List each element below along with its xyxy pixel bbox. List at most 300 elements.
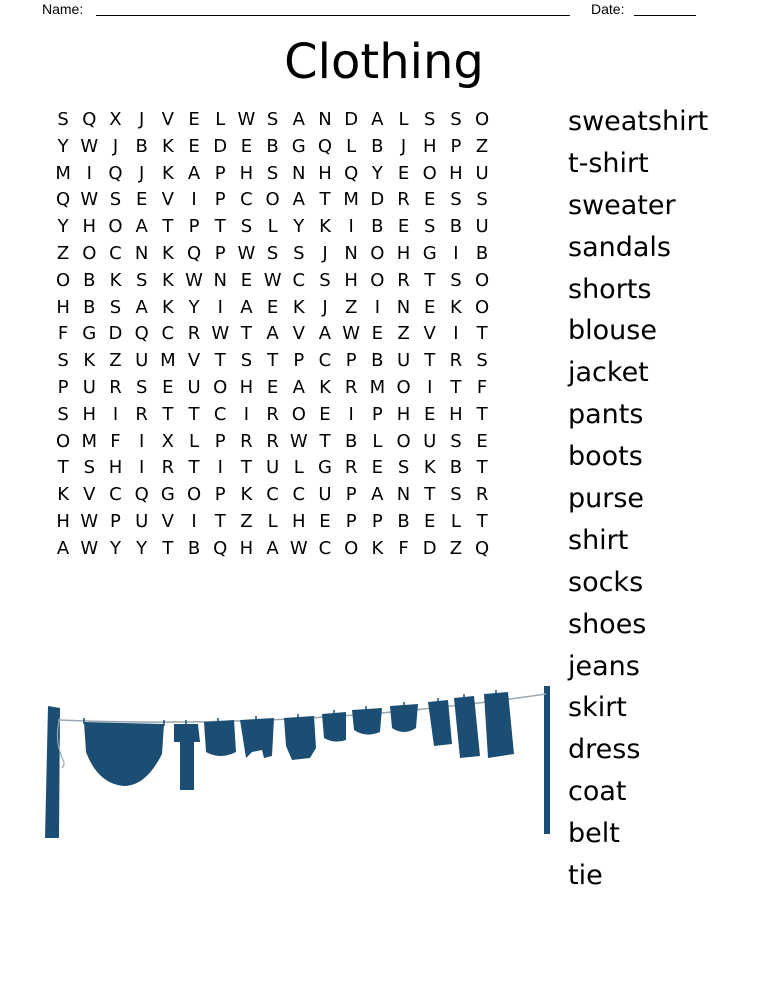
grid-letter[interactable]: E: [188, 109, 200, 130]
grid-letter[interactable]: B: [449, 457, 463, 479]
grid-letter[interactable]: Q: [108, 162, 123, 184]
grid-letter[interactable]: S: [424, 109, 436, 130]
grid-letter[interactable]: T: [319, 430, 331, 452]
grid-letter[interactable]: S: [450, 109, 462, 130]
grid-letter[interactable]: P: [345, 510, 357, 532]
grid-letter[interactable]: I: [217, 296, 223, 318]
grid-letter[interactable]: O: [213, 376, 228, 398]
grid-letter[interactable]: Y: [109, 537, 121, 559]
grid-letter[interactable]: B: [449, 216, 463, 238]
date-line[interactable]: [634, 15, 696, 16]
grid-letter[interactable]: H: [82, 216, 97, 238]
grid-letter[interactable]: B: [83, 269, 96, 291]
grid-letter[interactable]: F: [110, 430, 121, 452]
grid-letter[interactable]: S: [266, 109, 279, 130]
grid-letter[interactable]: A: [292, 376, 305, 398]
grid-letter[interactable]: H: [56, 296, 70, 318]
grid-letter[interactable]: Y: [293, 216, 305, 238]
grid-letter[interactable]: D: [108, 323, 123, 345]
grid-letter[interactable]: O: [370, 269, 385, 291]
grid-letter[interactable]: C: [213, 403, 227, 425]
grid-letter[interactable]: Y: [371, 162, 383, 184]
grid-letter[interactable]: K: [109, 269, 122, 291]
grid-letter[interactable]: J: [112, 135, 119, 157]
grid-letter[interactable]: S: [57, 350, 69, 372]
grid-letter[interactable]: Z: [344, 296, 358, 318]
grid-letter[interactable]: L: [398, 109, 409, 130]
grid-letter[interactable]: S: [57, 109, 69, 130]
grid-letter[interactable]: A: [371, 109, 384, 130]
grid-letter[interactable]: Q: [56, 189, 71, 211]
grid-letter[interactable]: H: [396, 242, 411, 264]
grid-letter[interactable]: J: [139, 162, 145, 184]
grid-letter[interactable]: G: [160, 484, 175, 506]
grid-letter[interactable]: D: [213, 135, 228, 157]
grid-letter[interactable]: Y: [136, 537, 148, 559]
grid-letter[interactable]: K: [83, 350, 96, 372]
grid-letter[interactable]: I: [112, 403, 119, 425]
grid-letter[interactable]: V: [161, 189, 174, 211]
grid-letter[interactable]: R: [344, 376, 358, 398]
grid-letter[interactable]: R: [109, 376, 122, 398]
grid-letter[interactable]: E: [397, 162, 410, 184]
grid-letter[interactable]: E: [424, 296, 436, 318]
grid-letter[interactable]: E: [135, 189, 148, 211]
grid-letter[interactable]: K: [161, 162, 174, 184]
grid-letter[interactable]: I: [139, 430, 145, 452]
grid-letter[interactable]: B: [371, 135, 384, 157]
grid-letter[interactable]: U: [475, 162, 489, 184]
grid-letter[interactable]: O: [108, 216, 123, 238]
grid-letter[interactable]: Q: [317, 135, 333, 157]
grid-letter[interactable]: I: [427, 376, 433, 398]
grid-letter[interactable]: C: [109, 484, 122, 506]
grid-letter[interactable]: A: [318, 323, 332, 345]
grid-letter[interactable]: I: [348, 403, 354, 425]
grid-letter[interactable]: G: [82, 323, 97, 345]
grid-letter[interactable]: E: [319, 403, 331, 425]
grid-letter[interactable]: P: [110, 510, 121, 532]
grid-letter[interactable]: T: [319, 189, 331, 211]
grid-letter[interactable]: L: [450, 510, 461, 532]
grid-letter[interactable]: S: [135, 269, 148, 291]
grid-letter[interactable]: L: [293, 457, 304, 479]
grid-letter[interactable]: K: [161, 269, 174, 291]
grid-letter[interactable]: Z: [449, 537, 463, 559]
grid-letter[interactable]: U: [187, 376, 201, 398]
grid-letter[interactable]: W: [80, 135, 99, 157]
grid-letter[interactable]: R: [161, 457, 175, 479]
grid-letter[interactable]: H: [239, 376, 254, 398]
grid-letter[interactable]: K: [161, 296, 174, 318]
grid-letter[interactable]: Z: [240, 510, 253, 532]
grid-letter[interactable]: Q: [134, 484, 149, 506]
grid-letter[interactable]: Z: [475, 135, 489, 157]
grid-letter[interactable]: E: [266, 376, 279, 398]
grid-letter[interactable]: B: [266, 135, 279, 157]
grid-letter[interactable]: E: [371, 323, 384, 345]
grid-letter[interactable]: A: [187, 162, 201, 184]
grid-letter[interactable]: H: [56, 510, 70, 532]
grid-letter[interactable]: S: [319, 269, 331, 291]
grid-letter[interactable]: O: [396, 376, 411, 398]
grid-letter[interactable]: L: [215, 109, 226, 130]
grid-letter[interactable]: H: [239, 162, 254, 184]
grid-letter[interactable]: E: [266, 296, 279, 318]
grid-letter[interactable]: P: [371, 403, 383, 425]
grid-letter[interactable]: K: [57, 484, 69, 506]
grid-letter[interactable]: P: [371, 510, 383, 532]
grid-letter[interactable]: N: [292, 162, 306, 184]
grid-letter[interactable]: K: [161, 242, 174, 264]
name-line[interactable]: [96, 15, 570, 16]
grid-letter[interactable]: A: [292, 189, 305, 211]
grid-letter[interactable]: F: [57, 323, 69, 345]
grid-letter[interactable]: B: [371, 350, 384, 372]
grid-letter[interactable]: A: [135, 216, 148, 238]
grid-letter[interactable]: F: [398, 537, 409, 559]
grid-letter[interactable]: Y: [188, 296, 200, 318]
grid-letter[interactable]: S: [109, 189, 122, 211]
grid-letter[interactable]: B: [344, 430, 358, 452]
grid-letter[interactable]: R: [449, 350, 463, 372]
grid-letter[interactable]: Q: [475, 537, 490, 559]
grid-letter[interactable]: T: [476, 323, 488, 345]
grid-letter[interactable]: U: [135, 350, 149, 372]
grid-letter[interactable]: I: [139, 457, 145, 479]
grid-letter[interactable]: O: [475, 296, 490, 318]
grid-letter[interactable]: P: [214, 242, 226, 264]
grid-letter[interactable]: S: [476, 189, 488, 211]
grid-letter[interactable]: P: [450, 135, 462, 157]
grid-letter[interactable]: E: [240, 135, 253, 157]
grid-letter[interactable]: G: [422, 242, 437, 264]
grid-letter[interactable]: D: [422, 537, 437, 559]
grid-letter[interactable]: N: [318, 109, 332, 130]
grid-letter[interactable]: S: [83, 457, 95, 479]
grid-letter[interactable]: X: [109, 109, 122, 130]
grid-letter[interactable]: L: [372, 430, 383, 452]
grid-letter[interactable]: T: [162, 537, 174, 559]
grid-letter[interactable]: V: [423, 323, 436, 345]
grid-letter[interactable]: H: [344, 269, 358, 291]
grid-letter[interactable]: H: [292, 510, 306, 532]
grid-letter[interactable]: O: [475, 109, 490, 130]
grid-letter[interactable]: U: [475, 216, 489, 238]
grid-letter[interactable]: T: [424, 484, 436, 506]
grid-letter[interactable]: N: [396, 296, 411, 318]
grid-letter[interactable]: P: [214, 430, 226, 452]
grid-letter[interactable]: T: [240, 457, 252, 479]
grid-letter[interactable]: W: [289, 430, 308, 452]
grid-letter[interactable]: S: [450, 189, 462, 211]
grid-letter[interactable]: P: [214, 189, 226, 211]
grid-letter[interactable]: V: [161, 510, 174, 532]
grid-letter[interactable]: L: [267, 216, 278, 238]
grid-letter[interactable]: N: [396, 484, 411, 506]
grid-letter[interactable]: H: [108, 457, 123, 479]
grid-letter[interactable]: E: [371, 457, 384, 479]
grid-letter[interactable]: T: [162, 403, 174, 425]
grid-letter[interactable]: C: [292, 484, 306, 506]
grid-letter[interactable]: E: [188, 135, 200, 157]
grid-letter[interactable]: I: [191, 189, 197, 211]
grid-letter[interactable]: I: [453, 242, 459, 264]
grid-letter[interactable]: W: [211, 323, 230, 345]
grid-letter[interactable]: E: [240, 269, 253, 291]
grid-letter[interactable]: S: [266, 242, 279, 264]
grid-letter[interactable]: S: [240, 216, 253, 238]
grid-letter[interactable]: W: [80, 189, 99, 211]
grid-letter[interactable]: S: [397, 457, 410, 479]
grid-letter[interactable]: I: [243, 403, 250, 425]
grid-letter[interactable]: Y: [57, 135, 69, 157]
grid-letter[interactable]: W: [289, 537, 308, 559]
grid-letter[interactable]: P: [188, 216, 200, 238]
grid-letter[interactable]: C: [318, 537, 332, 559]
word-list-item: sandals: [568, 231, 671, 263]
grid-letter[interactable]: W: [342, 323, 361, 345]
grid-letter[interactable]: D: [344, 109, 359, 130]
grid-letter[interactable]: T: [57, 457, 69, 479]
grid-letter[interactable]: K: [371, 537, 384, 559]
grid-letter[interactable]: E: [424, 403, 436, 425]
grid-letter[interactable]: V: [187, 350, 201, 372]
grid-letter[interactable]: T: [476, 510, 488, 532]
grid-letter[interactable]: W: [80, 537, 99, 559]
word-list-item: pants: [568, 399, 644, 431]
grid-letter[interactable]: P: [345, 484, 357, 506]
grid-letter[interactable]: C: [292, 269, 306, 291]
grid-letter[interactable]: R: [344, 457, 358, 479]
grid-letter[interactable]: P: [214, 162, 226, 184]
grid-letter[interactable]: T: [240, 323, 252, 345]
grid-letter[interactable]: G: [317, 457, 332, 479]
grid-letter[interactable]: Y: [57, 216, 69, 238]
grid-letter[interactable]: B: [187, 537, 201, 559]
grid-letter[interactable]: R: [397, 189, 410, 211]
grid-letter[interactable]: M: [343, 189, 359, 211]
grid-letter[interactable]: Q: [213, 537, 228, 559]
grid-letter[interactable]: A: [266, 537, 279, 559]
grid-letter[interactable]: I: [86, 162, 92, 184]
grid-letter[interactable]: C: [266, 484, 279, 506]
grid-letter[interactable]: T: [267, 350, 279, 372]
grid-letter[interactable]: H: [449, 403, 463, 425]
grid-letter[interactable]: W: [237, 109, 256, 130]
grid-letter[interactable]: T: [476, 403, 488, 425]
grid-letter[interactable]: O: [396, 430, 411, 452]
grid-letter[interactable]: O: [56, 430, 71, 452]
grid-letter[interactable]: A: [292, 109, 305, 130]
grid-letter[interactable]: K: [240, 484, 253, 506]
grid-letter[interactable]: K: [319, 376, 331, 398]
grid-letter[interactable]: H: [82, 403, 97, 425]
grid-letter[interactable]: I: [348, 216, 354, 238]
grid-letter[interactable]: T: [188, 457, 200, 479]
grid-letter[interactable]: I: [374, 296, 380, 318]
grid-letter[interactable]: R: [240, 430, 253, 452]
grid-letter[interactable]: F: [476, 376, 488, 398]
grid-row: [50, 348, 495, 375]
grid-letter[interactable]: S: [476, 350, 488, 372]
grid-letter[interactable]: S: [57, 403, 69, 425]
grid-letter[interactable]: O: [56, 269, 71, 291]
grid-letter[interactable]: K: [292, 296, 305, 318]
grid-letter[interactable]: A: [56, 537, 70, 559]
grid-letter[interactable]: M: [55, 162, 71, 184]
grid-letter[interactable]: E: [319, 510, 331, 532]
grid-letter[interactable]: S: [424, 216, 436, 238]
grid-letter[interactable]: I: [453, 323, 459, 345]
grid-row: [50, 321, 495, 348]
grid-letter[interactable]: H: [422, 135, 437, 157]
grid-letter[interactable]: B: [397, 510, 410, 532]
grid-letter[interactable]: R: [135, 403, 148, 425]
grid-letter[interactable]: S: [293, 242, 305, 264]
grid-letter[interactable]: U: [135, 510, 149, 532]
grid-letter[interactable]: S: [109, 296, 122, 318]
grid-letter[interactable]: S: [240, 350, 253, 372]
grid-letter[interactable]: O: [291, 403, 306, 425]
grid-letter[interactable]: L: [267, 510, 278, 532]
grid-letter[interactable]: T: [214, 350, 226, 372]
grid-letter[interactable]: O: [82, 242, 97, 264]
word-list: [568, 104, 708, 900]
grid-letter[interactable]: S: [450, 430, 462, 452]
grid-letter[interactable]: Q: [344, 162, 359, 184]
grid-letter[interactable]: Q: [186, 242, 202, 264]
grid-letter[interactable]: M: [369, 376, 386, 398]
grid-letter[interactable]: G: [291, 135, 306, 157]
grid-letter[interactable]: X: [161, 430, 175, 452]
grid-letter[interactable]: V: [83, 484, 96, 506]
grid-letter[interactable]: J: [322, 242, 328, 264]
grid-letter[interactable]: C: [318, 350, 332, 372]
grid-letter[interactable]: O: [344, 537, 359, 559]
grid-letter[interactable]: E: [476, 430, 488, 452]
grid-letter[interactable]: H: [318, 162, 332, 184]
grid-letter[interactable]: M: [81, 430, 98, 452]
grid-letter[interactable]: M: [160, 350, 176, 372]
grid-letter[interactable]: R: [475, 484, 489, 506]
grid-letter[interactable]: S: [135, 376, 148, 398]
grid-letter[interactable]: J: [139, 109, 145, 130]
grid-letter[interactable]: E: [397, 216, 410, 238]
grid-letter[interactable]: U: [82, 376, 96, 398]
grid-letter[interactable]: T: [424, 350, 436, 372]
grid-letter[interactable]: R: [266, 430, 279, 452]
grid-letter[interactable]: N: [134, 242, 149, 264]
grid-letter[interactable]: I: [191, 510, 197, 532]
grid-letter[interactable]: O: [475, 269, 490, 291]
grid-letter[interactable]: D: [370, 189, 385, 211]
grid-letter[interactable]: R: [187, 323, 201, 345]
grid-letter[interactable]: T: [214, 510, 226, 532]
grid-letter[interactable]: J: [400, 135, 407, 157]
grid-letter[interactable]: Z: [397, 323, 410, 345]
grid-letter[interactable]: A: [266, 323, 279, 345]
grid-letter[interactable]: B: [83, 296, 96, 318]
grid-letter[interactable]: P: [293, 350, 305, 372]
grid-letter[interactable]: O: [186, 484, 202, 506]
grid-letter[interactable]: N: [213, 269, 227, 291]
grid-letter[interactable]: B: [135, 135, 148, 157]
grid-letter[interactable]: A: [135, 296, 148, 318]
grid-letter[interactable]: C: [109, 242, 122, 264]
grid-letter[interactable]: T: [476, 457, 488, 479]
grid-letter[interactable]: K: [423, 457, 436, 479]
word-list-item: tie: [568, 860, 603, 892]
grid-letter[interactable]: Q: [134, 323, 149, 345]
grid-letter[interactable]: Z: [109, 350, 122, 372]
grid-letter[interactable]: S: [266, 162, 279, 184]
grid-letter[interactable]: E: [424, 189, 436, 211]
grid-letter[interactable]: T: [450, 376, 462, 398]
grid-letter[interactable]: U: [396, 350, 411, 372]
grid-letter[interactable]: E: [162, 376, 174, 398]
grid-letter[interactable]: H: [239, 537, 254, 559]
grid-letter[interactable]: H: [396, 403, 411, 425]
grid-letter[interactable]: T: [424, 269, 436, 291]
grid-letter[interactable]: Q: [82, 109, 97, 130]
grid-letter[interactable]: U: [423, 430, 437, 452]
grid-letter[interactable]: R: [266, 403, 279, 425]
grid-letter[interactable]: W: [80, 510, 99, 532]
grid-letter[interactable]: W: [185, 269, 203, 291]
word-list-item: coat: [568, 776, 627, 808]
grid-letter[interactable]: K: [319, 216, 331, 238]
grid-letter[interactable]: T: [188, 403, 200, 425]
grid-letter[interactable]: V: [292, 323, 305, 345]
grid-letter[interactable]: A: [240, 296, 253, 318]
grid-letter[interactable]: S: [450, 269, 462, 291]
grid-letter[interactable]: C: [161, 323, 175, 345]
grid-letter[interactable]: T: [214, 216, 226, 238]
grid-letter[interactable]: K: [161, 135, 174, 157]
grid-letter[interactable]: S: [450, 484, 462, 506]
grid-letter[interactable]: P: [214, 484, 226, 506]
grid-letter[interactable]: O: [265, 189, 280, 211]
grid-letter[interactable]: U: [318, 484, 332, 506]
grid-letter[interactable]: O: [422, 162, 437, 184]
grid-letter[interactable]: J: [322, 296, 328, 318]
word-list-item: jeans: [568, 650, 640, 682]
grid-letter[interactable]: H: [449, 162, 463, 184]
grid-letter[interactable]: A: [371, 484, 384, 506]
grid-letter[interactable]: W: [237, 242, 256, 264]
grid-letter[interactable]: C: [240, 189, 253, 211]
grid-letter[interactable]: L: [346, 135, 357, 157]
date-label: Date:: [591, 1, 625, 17]
grid-letter[interactable]: B: [371, 216, 384, 238]
grid-letter[interactable]: O: [370, 242, 385, 264]
grid-letter[interactable]: E: [424, 510, 436, 532]
grid-letter[interactable]: L: [189, 430, 200, 452]
grid-letter[interactable]: R: [397, 269, 410, 291]
grid-letter[interactable]: W: [263, 269, 282, 291]
grid-letter[interactable]: Z: [56, 242, 70, 264]
grid-letter[interactable]: V: [161, 109, 174, 130]
grid-letter[interactable]: B: [475, 242, 489, 264]
grid-letter[interactable]: T: [162, 216, 174, 238]
grid-letter[interactable]: U: [266, 457, 280, 479]
grid-letter[interactable]: P: [57, 376, 69, 398]
grid-letter[interactable]: I: [217, 457, 223, 479]
grid-letter[interactable]: N: [344, 242, 358, 264]
grid-letter[interactable]: P: [345, 350, 357, 372]
grid-letter[interactable]: K: [450, 296, 462, 318]
